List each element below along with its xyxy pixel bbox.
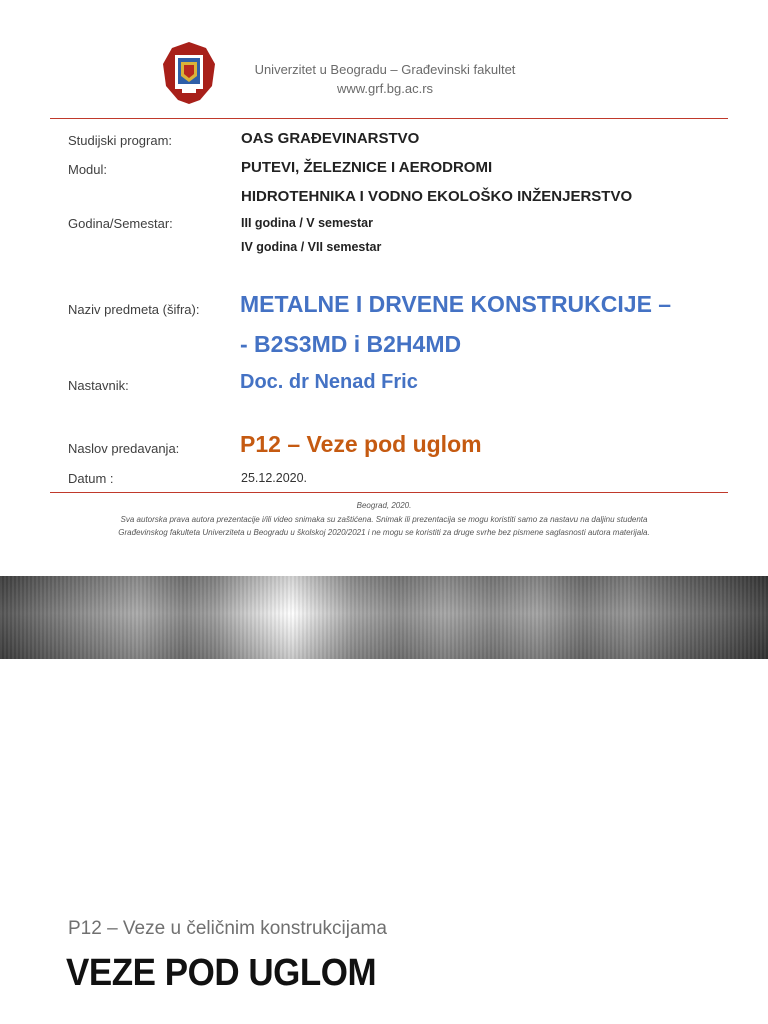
module-value-2: HIDROTEHNIKA I VODNO EKOLOŠKO INŽENJERSTVO [241,188,633,205]
lecture-title: P12 – Veze pod uglom [240,431,482,457]
copyright-line-1: Sva autorska prava autora prezentacije i/ili video snimaka su zaštićena. Snimak ili prezentacija se mogu koristiti samo za nastavu na daljinu studenta [120,514,648,524]
steel-banner-image [0,576,768,659]
copyright-place: Beograd, 2020. [356,501,412,510]
bottom-divider [50,492,728,493]
year-value-2: IV godina / VII semestar [241,240,382,254]
copyright-note [60,499,708,540]
lecture-label: Naslov predavanja: [68,441,180,456]
university-seal-icon [160,40,218,106]
year-value-1: III godina / V semestar [241,216,373,230]
date-label: Datum : [68,471,114,486]
course-label: Naziv predmeta (šifra): [68,302,200,317]
course-title-line-1: METALNE I DRVENE KONSTRUKCIJE – [240,291,672,317]
lecture-main-title: VEZE POD UGLOM [66,952,377,994]
course-title-line-2: - B2S3MD i B2H4MD [240,331,462,357]
program-value: OAS GRAĐEVINARSTVO [241,130,420,147]
top-divider [50,118,728,119]
lecture-subtitle: P12 – Veze u čeličnim konstrukcijama [68,918,387,939]
university-header [238,60,532,98]
teacher-label: Nastavnik: [68,378,129,393]
copyright-line-2: Građevinskog fakulteta Univerziteta u Beogradu u školskoj 2020/2021 i ne mogu se koristiti za druge svrhe bez pismene saglasnosti autora materijala. [118,528,650,537]
program-label: Studijski program: [68,133,173,148]
university-name: Univerzitet u Beogradu – Građevinski fakultet [254,62,516,77]
module-value-1: PUTEVI, ŽELEZNICE I AERODROMI [241,159,493,176]
module-label: Modul: [68,162,108,177]
teacher-name: Doc. dr Nenad Fric [240,371,418,393]
date-value: 25.12.2020. [241,471,308,485]
year-label: Godina/Semestar: [68,216,173,231]
university-website[interactable]: www.grf.bg.ac.rs [336,81,434,96]
